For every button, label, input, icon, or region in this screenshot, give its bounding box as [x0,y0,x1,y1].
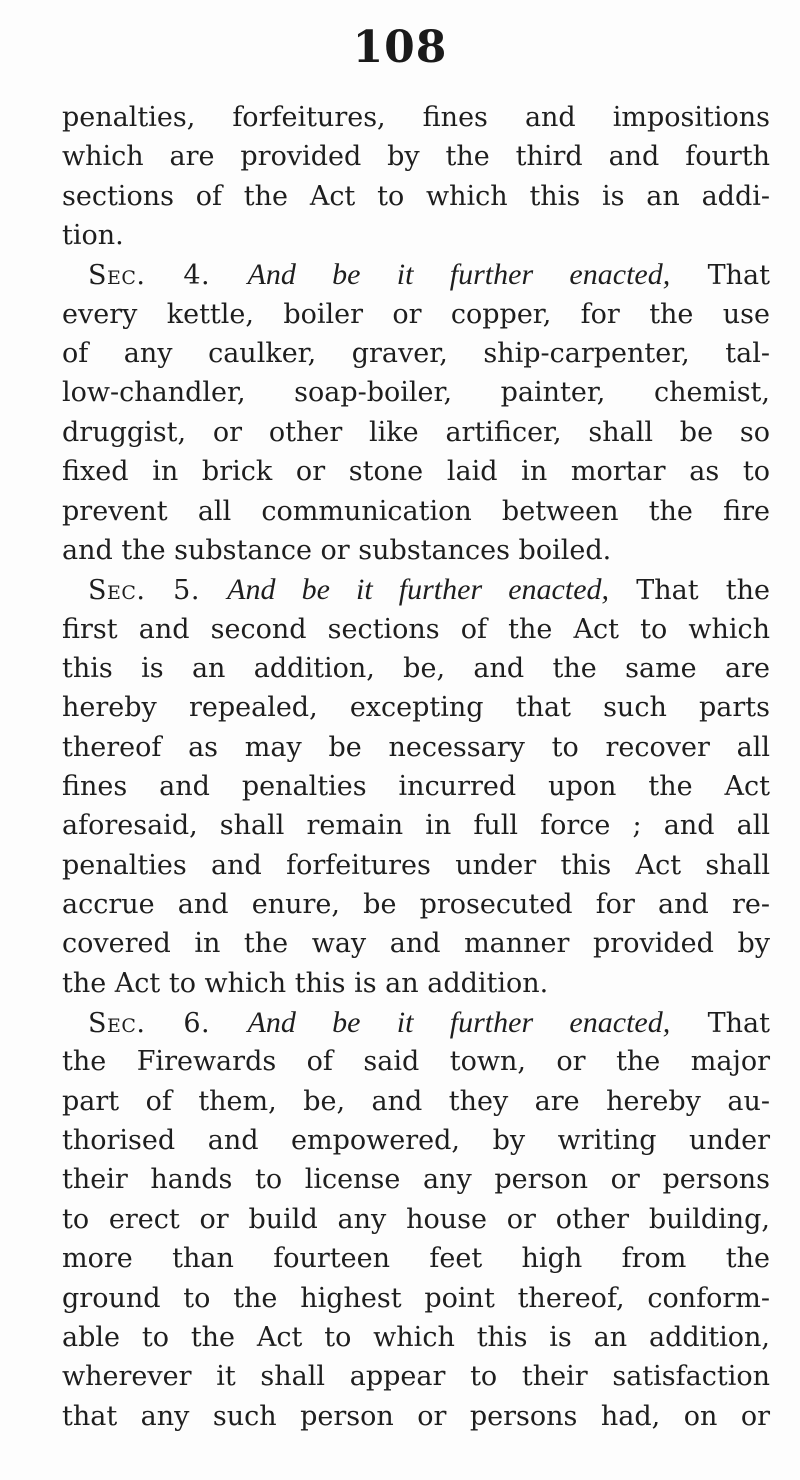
text-line [62,334,770,374]
line-text: That [707,260,770,292]
line-text: thereof as may be necessary to recover all [62,731,770,763]
line-text: able to the Act to which this is an addition, [62,1321,770,1353]
text-line [62,767,770,807]
line-text: accrue and enure, be prosecuted for and re- [62,889,770,920]
text-line [88,570,770,610]
text-line [62,492,770,532]
text-line [62,1082,770,1122]
line-text: wherever it shall appear to their satisfaction [62,1361,770,1393]
text-line [62,452,770,492]
line-text: hereby repealed, excepting that such parts [62,692,770,724]
text-line [62,1160,770,1200]
line-text: fixed in brick or stone laid in mortar as to [62,456,770,488]
line-text: part of them, be, and they are hereby au- [62,1085,770,1117]
line-text: penalties, forfeitures, fines and impositions [62,102,770,133]
text-line [62,924,770,964]
text-line [62,98,770,138]
text-line [62,964,770,1004]
line-text: their hands to license any person or persons [62,1164,770,1196]
text-line [62,295,770,335]
enacting-clause: And be it further enacted, [247,1006,671,1040]
enacting-clause: And be it further enacted, [227,573,610,607]
line-text: that any such person or persons had, on or [62,1400,770,1432]
line-text: aforesaid, shall remain in full force ; and all [62,810,770,842]
text-line [62,885,770,925]
text-line [62,1318,770,1358]
line-text: penalties and forfeitures under this Act shall [62,849,770,881]
text-line [62,413,770,453]
line-text: and the substance or substances boiled. [62,534,612,566]
line-text: this is an addition, be, and the same are [62,652,770,684]
text-line [62,1397,770,1437]
line-text: of any caulker, graver, ship-carpenter, tal- [62,338,770,370]
line-text: more than fourteen feet high from the [62,1243,770,1275]
line-text: to erect or build any house or other building, [62,1203,770,1235]
line-text: covered in the way and manner provided by [62,928,770,960]
line-text: tion. [62,220,124,252]
text-line [62,806,770,846]
text-line [62,1239,770,1279]
text-line [62,531,770,571]
text-line [62,137,770,177]
line-text: low-chandler, soap-boiler, painter, chemist, [62,377,770,409]
line-text: That [707,1008,770,1040]
line-text: which are provided by the third and fourth [62,141,770,173]
line-text: That the [636,575,770,607]
line-text: druggist, or other like artificer, shall be so [62,416,770,448]
section-label: Sec. 5. [88,575,200,607]
line-text: every kettle, boiler or copper, for the use [62,298,770,330]
line-text: the Firewards of said town, or the major [62,1046,770,1078]
text-line [62,373,770,413]
line-text: sections of the Act to which this is an addi- [62,180,770,212]
text-line [62,649,770,689]
section-label: Sec. 4. [88,260,211,292]
enacting-clause: And be it further enacted, [247,258,671,292]
text-line [62,1279,770,1319]
text-line [62,1200,770,1240]
text-line [62,216,770,256]
section-label: Sec. 6. [88,1008,211,1040]
page-number: 108 [352,22,448,73]
text-line [62,1357,770,1397]
text-line [62,610,770,650]
line-text: first and second sections of the Act to which [62,613,770,645]
text-line [62,1042,770,1082]
text-line [62,846,770,886]
text-line [88,255,770,295]
text-line [62,1121,770,1161]
text-line [88,1003,770,1043]
line-text: prevent all communication between the fire [62,495,770,527]
text-line [62,177,770,217]
text-line [62,688,770,728]
text-line [62,728,770,768]
line-text: thorised and empowered, by writing under [62,1125,770,1157]
line-text: the Act to which this is an addition. [62,967,549,999]
line-text: fines and penalties incurred upon the Act [62,770,770,802]
line-text: ground to the highest point thereof, conform- [62,1282,770,1314]
